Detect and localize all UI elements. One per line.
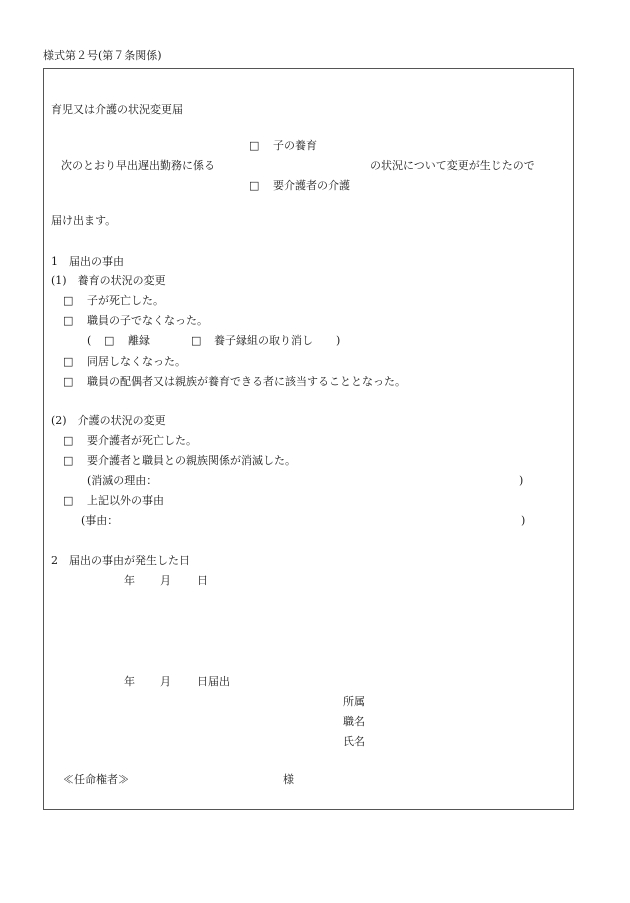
applicant-affiliation: 所属 (343, 695, 365, 708)
checkbox-child-died[interactable]: □ (63, 294, 74, 307)
option-childcare-label: 子の養育 (273, 139, 317, 152)
item-child-died: 子が死亡した。 (87, 294, 164, 307)
occurrence-year: 年 (124, 574, 135, 587)
submission-month: 月 (160, 675, 171, 688)
other-paren-close: ) (521, 514, 526, 527)
intro-prefix: 次のとおり早出遅出勤務に係る (61, 159, 215, 172)
checkbox-childcare[interactable]: □ (249, 139, 260, 152)
checkbox-not-child[interactable]: □ (63, 314, 74, 327)
item-not-cohabiting: 同居しなくなった。 (87, 355, 186, 368)
option-nursing-label: 要介護者の介護 (273, 179, 350, 192)
adoption-cancel-label: 養子縁組の取り消し (214, 334, 313, 347)
occurrence-month: 月 (160, 574, 171, 587)
checkbox-not-cohabiting[interactable]: □ (63, 355, 74, 368)
reason-label: (消滅の理由： (87, 474, 158, 487)
item-not-child: 職員の子でなくなった。 (87, 314, 208, 327)
section1-sub2-heading: (2) 介護の状況の変更 (51, 414, 166, 427)
intro-suffix: の状況について変更が生じたので (370, 159, 535, 172)
paren-close: ) (336, 334, 341, 347)
item-care-recipient-died: 要介護者が死亡した。 (87, 434, 197, 447)
checkbox-relation-ended[interactable]: □ (63, 454, 74, 467)
section1-heading: 1 届出の事由 (51, 255, 124, 268)
form-number: 様式第２号(第７条関係) (43, 49, 162, 62)
submission-year: 年 (124, 675, 135, 688)
paren-open: ( (87, 334, 92, 347)
form-title: 育児又は介護の状況変更届 (51, 103, 183, 116)
submission-day: 日届出 (197, 675, 230, 688)
checkbox-spouse-can-care[interactable]: □ (63, 375, 74, 388)
item-relation-ended: 要介護者と職員との親族関係が消滅した。 (87, 454, 296, 467)
divorce-label: 離縁 (128, 334, 150, 347)
item-other-reason: 上記以外の事由 (87, 494, 164, 507)
addressee-honorific: 様 (283, 773, 294, 786)
other-reason-label: (事由： (81, 514, 119, 527)
intro-continuation: 届け出ます。 (51, 214, 117, 227)
checkbox-other-reason[interactable]: □ (63, 494, 74, 507)
checkbox-care-recipient-died[interactable]: □ (63, 434, 74, 447)
section2-heading: 2 届出の事由が発生した日 (51, 554, 190, 567)
checkbox-nursing[interactable]: □ (249, 179, 260, 192)
checkbox-adoption-cancel[interactable]: □ (191, 334, 202, 347)
occurrence-day: 日 (197, 574, 208, 587)
section1-sub1-heading: (1) 養育の状況の変更 (51, 274, 166, 287)
addressee-label: ≪任命権者≫ (63, 773, 129, 786)
applicant-position: 職名 (343, 715, 365, 728)
item-spouse-can-care: 職員の配偶者又は親族が養育できる者に該当することとなった。 (87, 375, 406, 388)
reason-paren-close: ) (519, 474, 524, 487)
checkbox-divorce[interactable]: □ (104, 334, 115, 347)
applicant-name: 氏名 (343, 735, 365, 748)
